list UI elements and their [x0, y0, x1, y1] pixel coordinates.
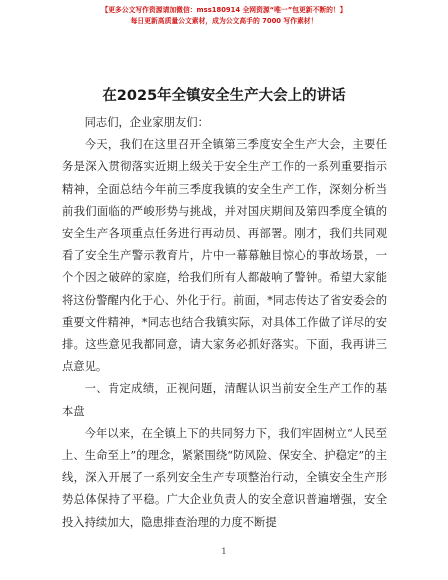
document-body: [62, 112, 387, 534]
section-heading-1: 一、肯定成绩，正视问题，清醒认识当前安全生产工作的基本盘: [62, 382, 387, 418]
paragraph-section-1: 今年以来，在全镇上下的共同努力下，我们牢固树立“人民至上、生命至上”的理念，紧紧围绕“防风险、保安全、护稳定”的主线，深入开展了一系列安全生产专项整治行动，全镇安全生产形势总体保持了平稳。广大企业负责人的安全意识普遍增强，安全投入持续加大，隐患排查治理的力度不断提: [62, 426, 387, 529]
page-number: 1: [221, 547, 227, 557]
paragraph-intro: 今天，我们在这里召开全镇第三季度安全生产大会，主要任务是深入贯彻落实近期上级关于安全生产工作的一系列重要指示精神，全面总结今年前三季度我镇的安全生产工作，深刻分析当前我们面临的严峻形势与挑战，并对国庆期间及第四季度全镇的安全生产各项重点任务进行再动员、再部署。刚才，我们共同观看了安全生产警示教育片，片中一幕幕触目惊心的事故场景，一个个因之破碎的家庭，给我们所有人都敲响了警钟。希望大家能将这份警醒内化于心、外化于行。前面，*同志传达了省安委会的重要文件精神，*同志也结合我镇实际，对具体工作做了详尽的安排。这些意见我都同意，请大家务必抓好落实。下面，我再讲三点意见。: [62, 138, 387, 374]
promo-banner-line-2: 每日更新高质量公文素材，成为公文高手的 7000 写作素材！: [130, 17, 318, 25]
promo-banner-line-1: 【更多公文写作资源请加微信：mss180914 全网资源“唯一”包更新不断的！】: [101, 6, 347, 14]
document-title: 在2025年全镇安全生产大会上的讲话: [102, 88, 346, 104]
greeting: 同志们，企业家朋友们：: [84, 116, 209, 129]
